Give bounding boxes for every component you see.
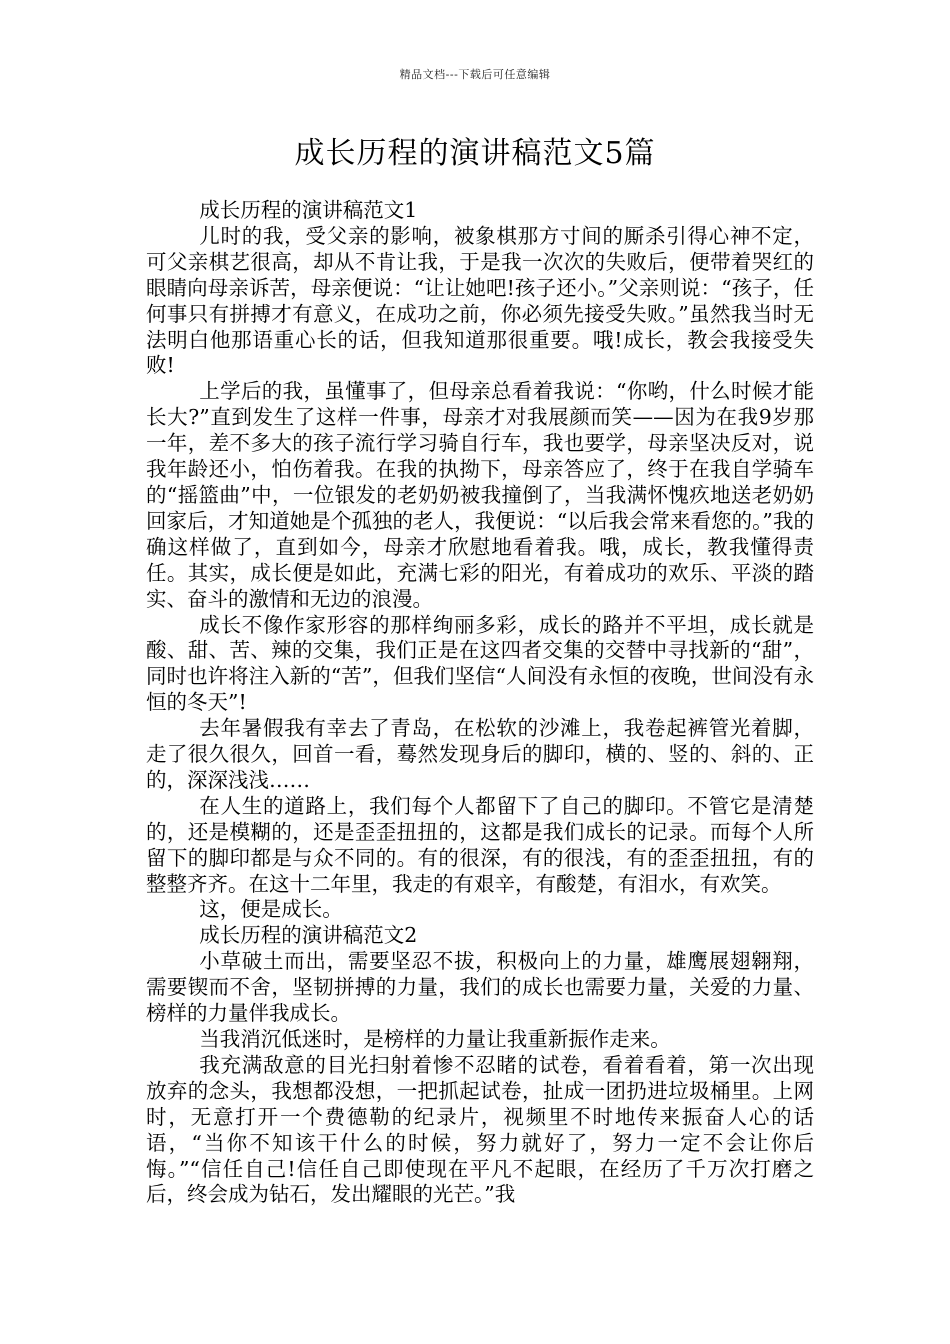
document-body [146, 198, 814, 1208]
section-heading-2: 成长历程的演讲稿范文2 [199, 923, 418, 948]
paragraph: 当我消沉低迷时，是榜样的力量让我重新振作走来。 [199, 1027, 671, 1051]
paragraph: 成长不像作家形容的那样绚丽多彩，成长的路并不平坦，成长就是酸、甜、苦、辣的交集，我们正是在这四者交集的交替中寻找新的“甜”，同时也许将注入新的“苦”，但我们坚信“人间没有永恒的夜晚，世间没有永恒的冬天”! [146, 612, 814, 715]
paragraph: 我充满敌意的目光扫射着惨不忍睹的试卷，看着看着，第一次出现放弃的念头，我想都没想，一把抓起试卷，扯成一团扔进垃圾桶里。上网时，无意打开一个费德勒的纪录片，视频里不时地传来振奋人心的话语，“当你不知该干什么的时候，努力就好了，努力一定不会让你后悔。”“信任自己!信任自己即使现在平凡不起眼，在经历了千万次打磨之后，终会成为钻石，发出耀眼的光芒。”我 [146, 1052, 814, 1207]
document-title: 成长历程的演讲稿范文5篇 [294, 136, 656, 171]
paragraph: 在人生的道路上，我们每个人都留下了自己的脚印。不管它是清楚的，还是模糊的，还是歪歪扭扭的，这都是我们成长的记录。而每个人所留下的脚印都是与众不同的。有的很深，有的很浅，有的歪歪扭扭，有的整整齐齐。在这十二年里，我走的有艰辛，有酸楚，有泪水，有欢笑。 [146, 793, 814, 896]
paragraph: 去年暑假我有幸去了青岛，在松软的沙滩上，我卷起裤管光着脚，走了很久很久，回首一看，蓦然发现身后的脚印，横的、竖的、斜的、正的，深深浅浅…… [146, 716, 814, 792]
paragraph: 这，便是成长。 [199, 897, 343, 922]
paragraph: 小草破土而出，需要坚忍不拔，积极向上的力量，雄鹰展翅翱翔，需要锲而不舍，坚韧拼搏的力量，我们的成长也需要力量，关爱的力量、榜样的力量伴我成长。 [146, 949, 814, 1026]
paragraph: 儿时的我，受父亲的影响，被象棋那方寸间的厮杀引得心神不定，可父亲棋艺很高，却从不肯让我，于是我一次次的失败后，便带着哭红的眼睛向母亲诉苦，母亲便说：“让让她吧!孩子还小。”父亲则说：“孩子，任何事只有拼搏才有意义，在成功之前，你必须先接受失败。”虽然我当时无法明白他那语重心长的话，但我知道那很重要。哦!成长，教会我接受失败! [146, 223, 814, 378]
paragraph: 上学后的我，虽懂事了，但母亲总看着我说：“你哟，什么时候才能长大?”直到发生了这样一件事，母亲才对我展颜而笑——因为在我9岁那一年，差不多大的孩子流行学习骑自行车，我也要学，母亲坚决反对，说我年龄还小，怕伤着我。在我的执拗下，母亲答应了，终于在我自学骑车的“摇篮曲”中，一位银发的老奶奶被我撞倒了，当我满怀愧疚地送老奶奶回家后，才知道她是个孤独的老人，我便说：“以后我会常来看您的。”我的确这样做了，直到如今，母亲才欣慰地看着我。哦，成长，教我懂得责任。其实，成长便是如此，充满七彩的阳光，有着成功的欢乐、平淡的踏实、奋斗的激情和无边的浪漫。 [146, 379, 814, 611]
section-heading-1: 成长历程的演讲稿范文1 [199, 198, 418, 222]
page-header: 精品文档---下载后可任意编辑 [399, 68, 551, 81]
